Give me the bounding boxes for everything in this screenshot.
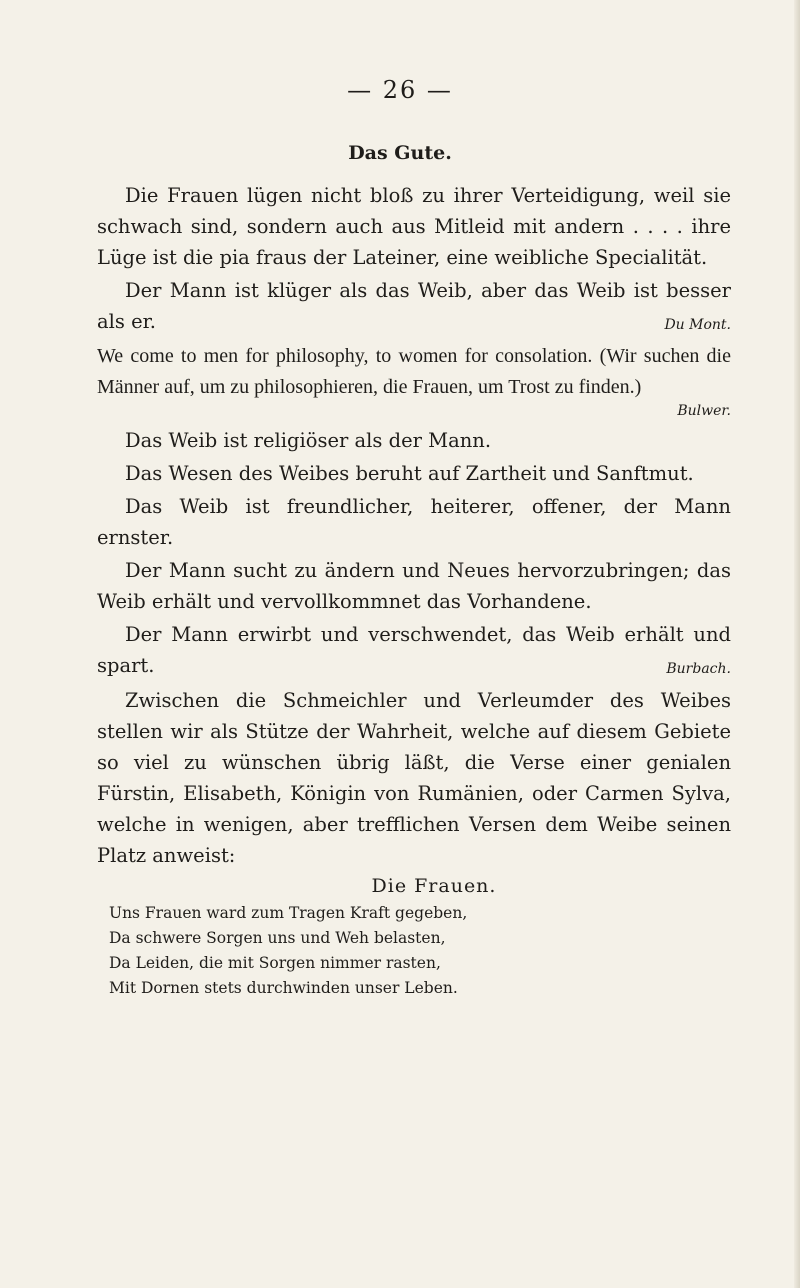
attribution: Bulwer.	[677, 403, 731, 419]
poem	[97, 875, 731, 1001]
paragraph: Das Weib ist freundlicher, heiterer, offener, der Mann ernster.	[97, 495, 731, 549]
paragraph: Das Wesen des Weibes beruht auf Zartheit und Sanftmut.	[125, 462, 694, 485]
paragraph: Das Weib ist religiöser als der Mann.	[125, 429, 492, 452]
paragraph-text: Der Mann ist klüger als das Weib, aber das Weib ist besser als er.	[97, 279, 731, 333]
attribution: Burbach.	[666, 661, 731, 677]
body-text	[97, 180, 731, 1001]
page-number: — 26 —	[347, 76, 453, 104]
poem-line: Mit Dornen stets durchwinden unser Leben.	[109, 979, 458, 997]
poem-title: Die Frauen.	[371, 875, 497, 897]
poem-line: Uns Frauen ward zum Tragen Kraft gegeben,	[109, 904, 468, 922]
paragraph	[97, 619, 731, 681]
paragraph: Zwischen die Schmeichler und Verleumder des Weibes stellen wir als Stütze der Wahrheit, welche auf diesem Gebiete so viel zu wünschen übrig läßt, die Verse einer genialen Fürstin, Elisabeth, Königin von Rumänien, oder Carmen Sylva, welche in wenigen, aber trefflichen Versen dem Weibe seinen Platz anweist:	[97, 689, 731, 867]
paragraph	[97, 275, 731, 337]
attribution: Du Mont.	[664, 317, 731, 333]
paragraph-english: We come to men for philosophy, to women for consolation. (Wir suchen die Männer auf, um zu philosophieren, die Frauen, um Trost zu finden.)	[97, 345, 731, 398]
paragraph: Der Mann sucht zu ändern und Neues hervorzubringen; das Weib erhält und vervollkommnet das Vorhandene.	[97, 559, 731, 613]
poem-line: Da schwere Sorgen uns und Weh belasten,	[109, 929, 446, 947]
paragraph-text: Der Mann erwirbt und verschwendet, das Weib erhält und spart.	[97, 623, 731, 677]
page-edge	[794, 0, 800, 1288]
section-title: Das Gute.	[348, 142, 452, 164]
paragraph: Die Frauen lügen nicht bloß zu ihrer Verteidigung, weil sie schwach sind, sondern auch aus Mitleid mit andern . . . . ihre Lüge ist die pia fraus der Lateiner, eine weibliche Specialität.	[97, 184, 731, 269]
poem-line: Da Leiden, die mit Sorgen nimmer rasten,	[109, 954, 441, 972]
